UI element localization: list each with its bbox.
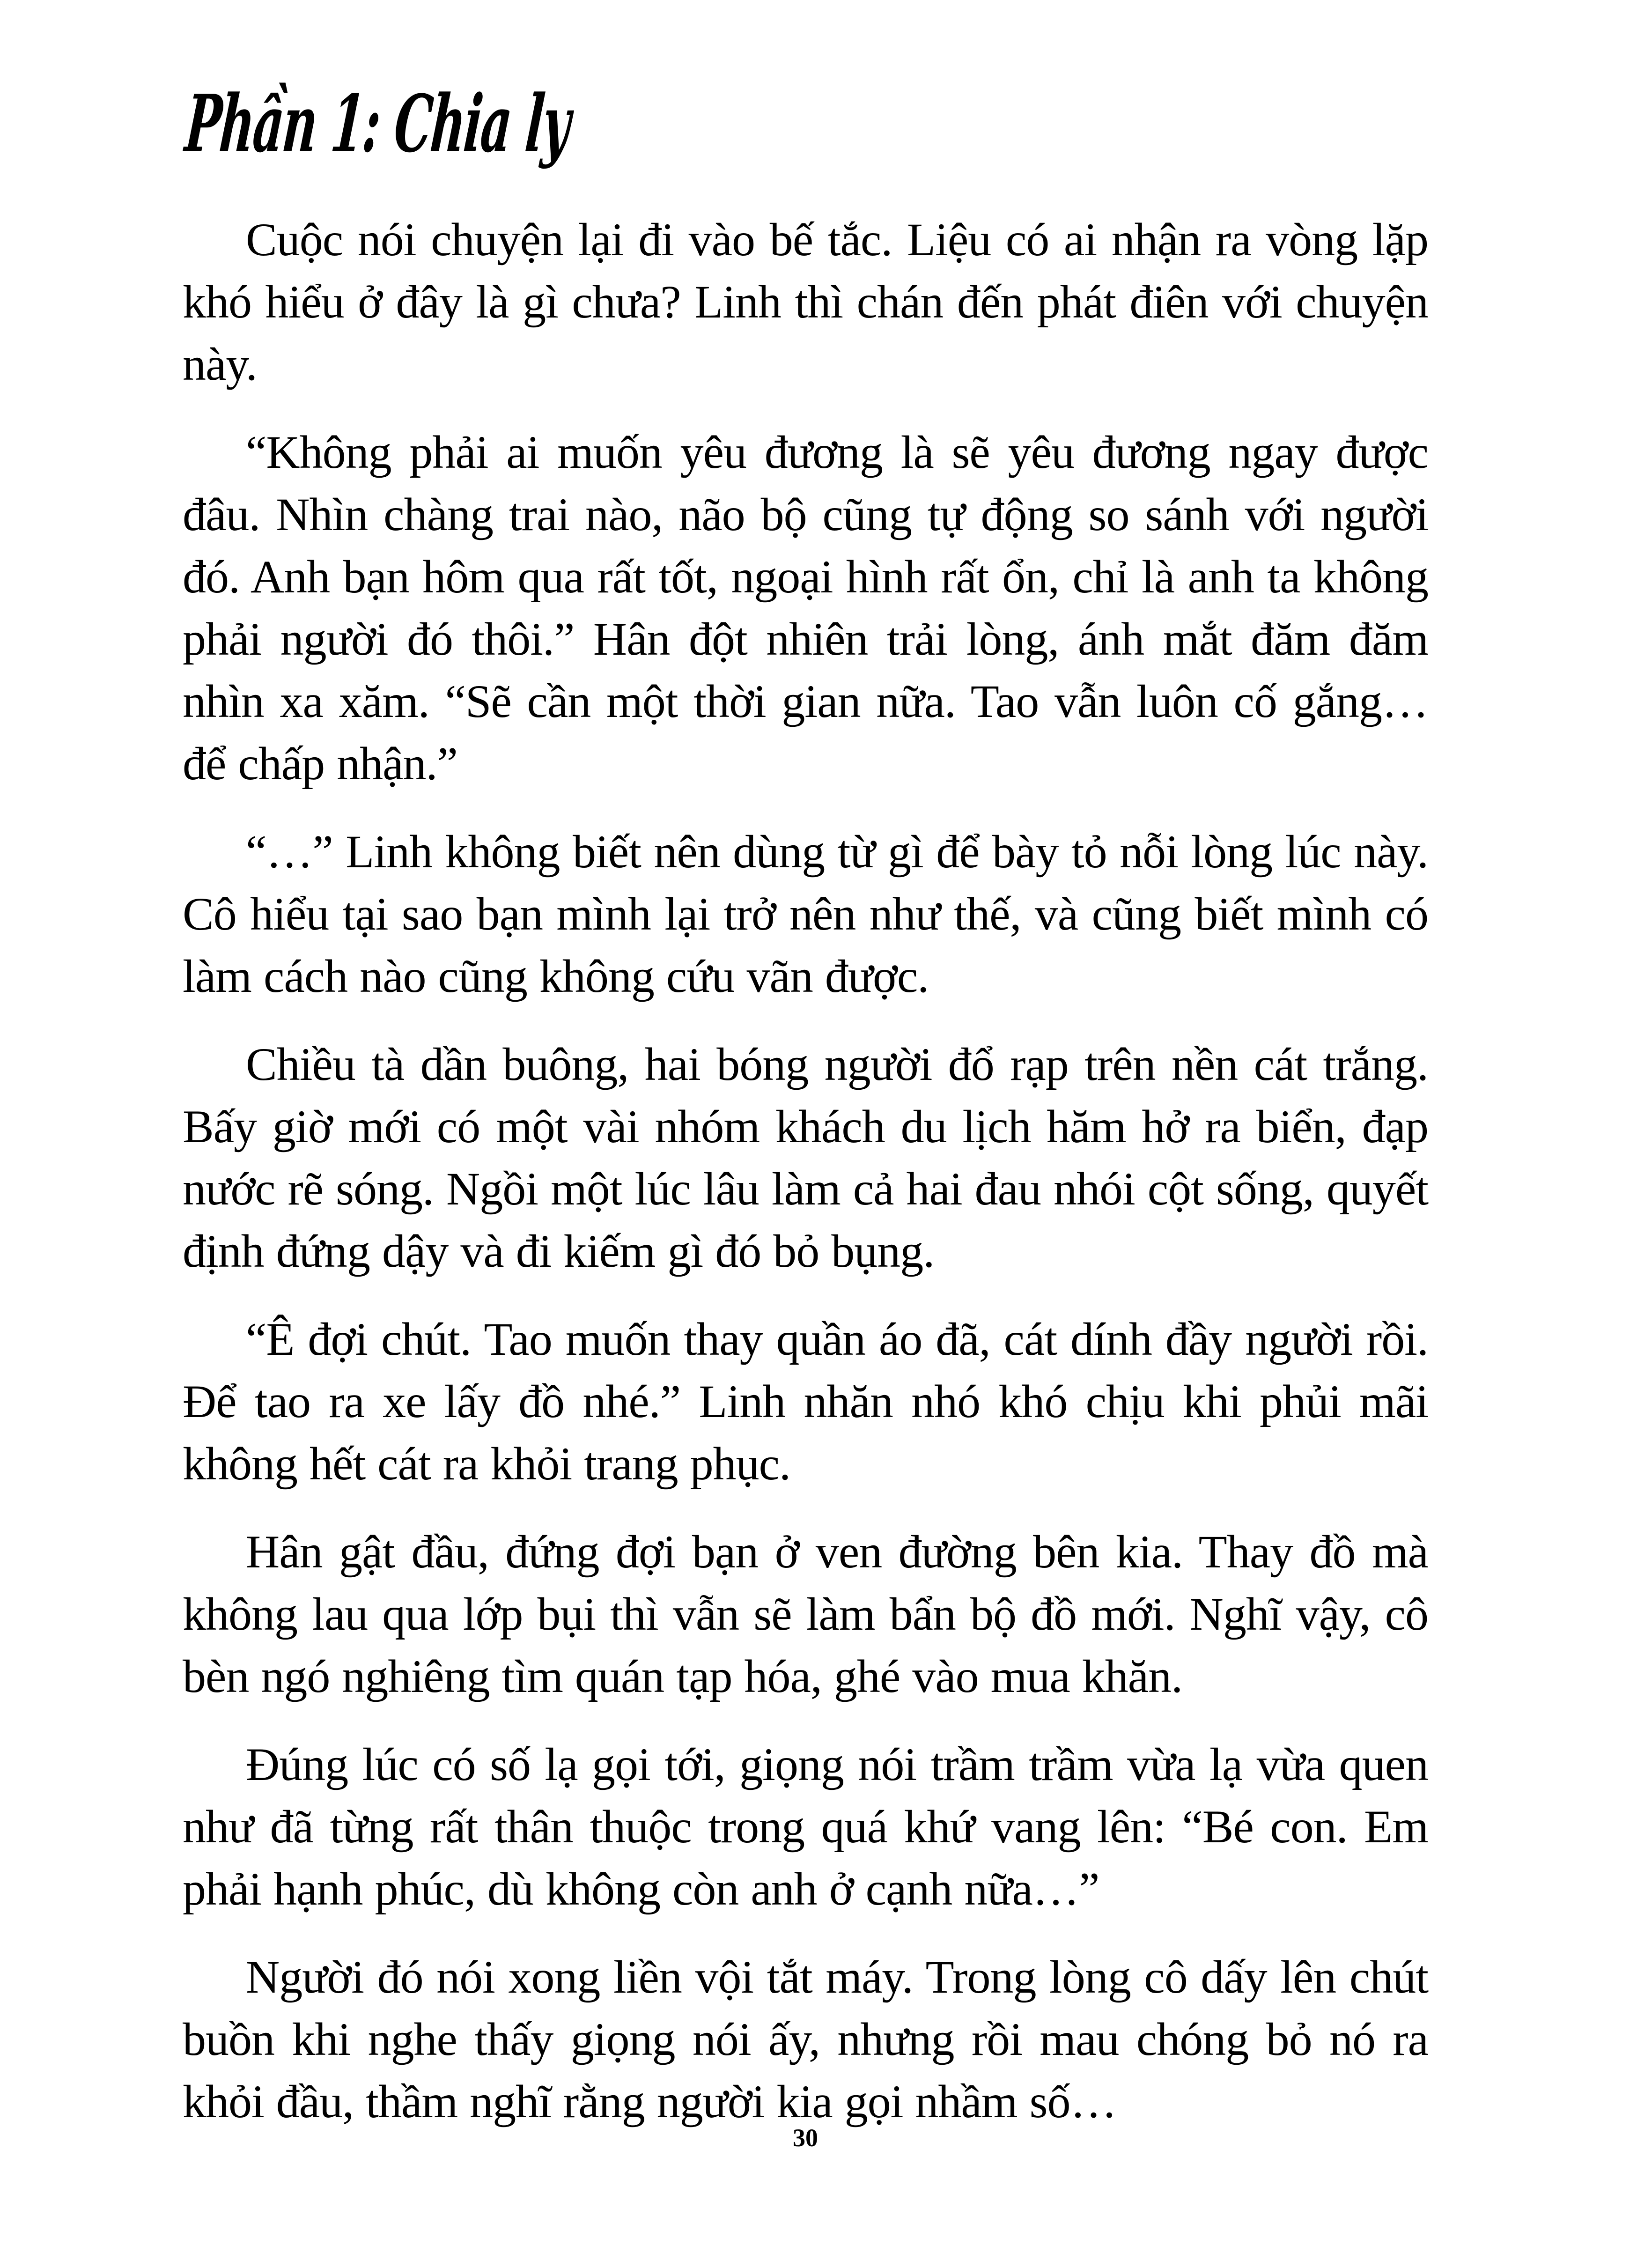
body-paragraph-2: “Không phải ai muốn yêu đương là sẽ yêu đương ngay được đâu. Nhìn chàng trai nào, não bộ cũng tự động so sánh với người đó. Anh bạn hôm qua rất tốt, ngoại hình rất ổn, chỉ là anh ta không phải người đó thôi.” Hân đột nhiên trải lòng, ánh mắt đăm đăm nhìn xa xăm. “Sẽ cần một thời gian nữa. Tao vẫn luôn cố gắng… để chấp nhận.”: [183, 426, 1428, 790]
running-header: Phần 1: Chia ly: [182, 77, 573, 170]
page-number: 30: [793, 2124, 818, 2152]
body-paragraph-6: Hân gật đầu, đứng đợi bạn ở ven đường bên kia. Thay đồ mà không lau qua lớp bụi thì vẫn sẽ làm bẩn bộ đồ mới. Nghĩ vậy, cô bèn ngó nghiêng tìm quán tạp hóa, ghé vào mua khăn.: [183, 1526, 1428, 1702]
body-paragraph-1: Cuộc nói chuyện lại đi vào bế tắc. Liệu có ai nhận ra vòng lặp khó hiểu ở đây là gì chưa? Linh thì chán đến phát điên với chuyện này.: [183, 214, 1428, 390]
body-paragraph-8: Người đó nói xong liền vội tắt máy. Trong lòng cô dấy lên chút buồn khi nghe thấy giọng nói ấy, nhưng rồi mau chóng bỏ nó ra khỏi đầu, thầm nghĩ rằng người kia gọi nhầm số…: [183, 1951, 1428, 2128]
body-paragraph-5: “Ê đợi chút. Tao muốn thay quần áo đã, cát dính đầy người rồi. Để tao ra xe lấy đồ nhé.” Linh nhăn nhó khó chịu khi phủi mãi không hết cát ra khỏi trang phục.: [183, 1313, 1428, 1490]
body-text: [183, 208, 1428, 2133]
body-paragraph-7: Đúng lúc có số lạ gọi tới, giọng nói trầm trầm vừa lạ vừa quen như đã từng rất thân thuộc trong quá khứ vang lên: “Bé con. Em phải hạnh phúc, dù không còn anh ở cạnh nữa…”: [183, 1738, 1428, 1915]
body-paragraph-4: Chiều tà dần buông, hai bóng người đổ rạp trên nền cát trắng. Bấy giờ mới có một vài nhóm khách du lịch hăm hở ra biển, đạp nước rẽ sóng. Ngồi một lúc lâu làm cả hai đau nhói cột sống, quyết định đứng dậy và đi kiếm gì đó bỏ bụng.: [183, 1038, 1428, 1277]
body-paragraph-3: “…” Linh không biết nên dùng từ gì để bày tỏ nỗi lòng lúc này. Cô hiểu tại sao bạn mình lại trở nên như thế, và cũng biết mình có làm cách nào cũng không cứu vãn được.: [183, 826, 1428, 1002]
